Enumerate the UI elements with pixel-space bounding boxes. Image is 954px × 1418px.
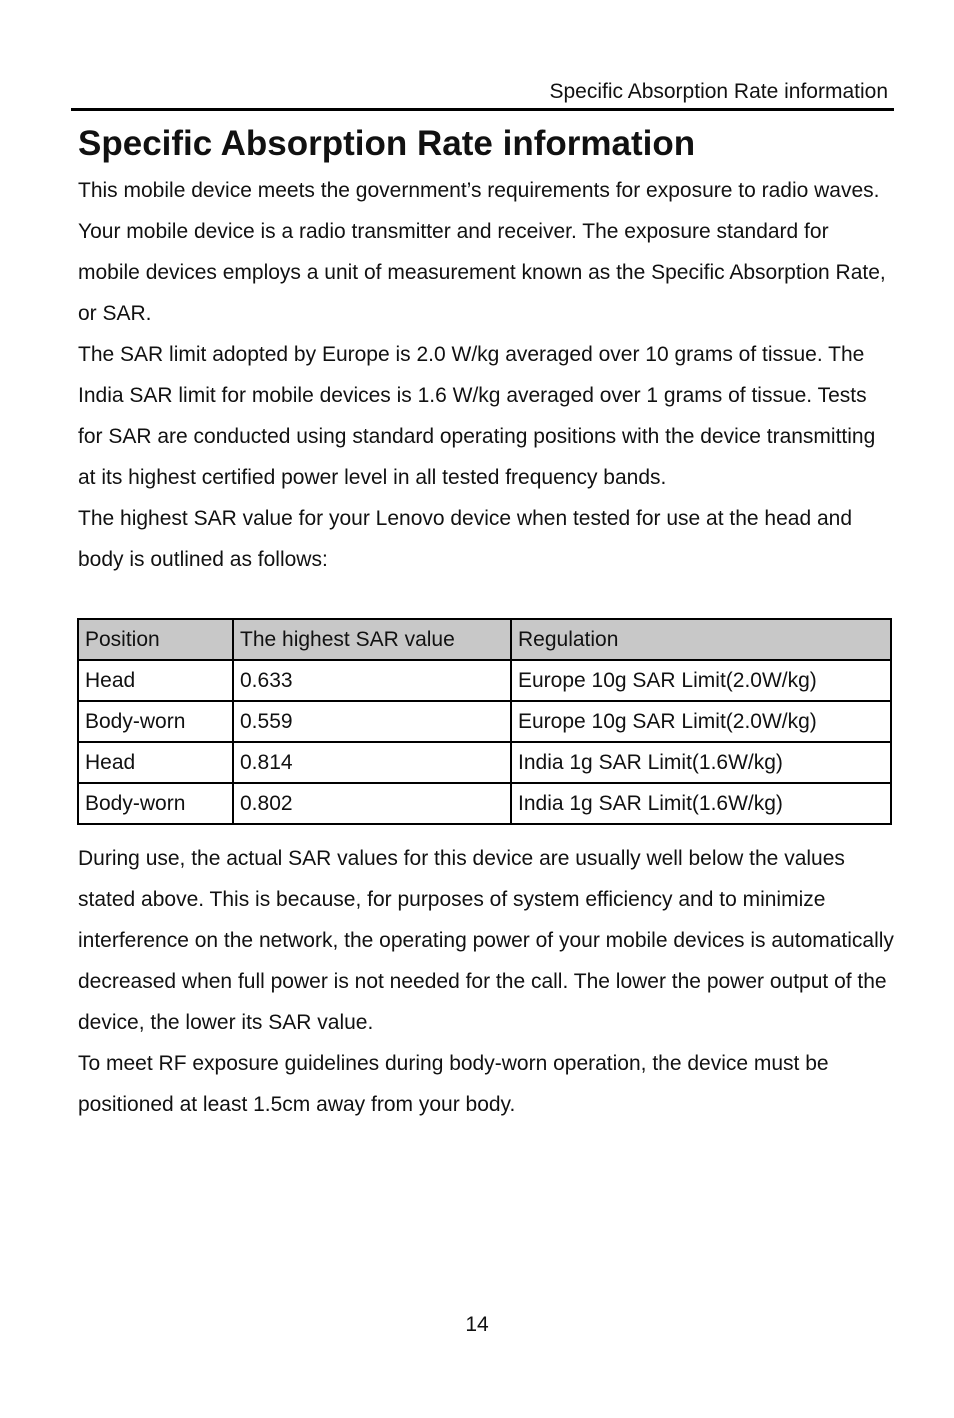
- cell-sar-value: 0.814: [233, 742, 511, 783]
- table-row: [78, 660, 891, 701]
- sar-table: [77, 618, 892, 825]
- cell-regulation: Europe 10g SAR Limit(2.0W/kg): [511, 660, 891, 701]
- page-title: Specific Absorption Rate information: [78, 124, 696, 163]
- header-rule: [71, 108, 894, 111]
- intro-paragraph: The SAR limit adopted by Europe is 2.0 W/kg averaged over 10 grams of tissue. The India SAR limit for mobile devices is 1.6 W/kg averaged over 1 grams of tissue. Tests for SAR are conducted using standard operating positions with the device transmitting at its highest certified power level in all tested frequency bands.: [78, 343, 876, 489]
- outro-paragraph: During use, the actual SAR values for this device are usually well below the values stated above. This is because, for purposes of system efficiency and to minimize interference on the network, the operating power of your mobile devices is automatically decreased when full power is not needed for the call. The lower the power output of the device, the lower its SAR value.: [78, 847, 894, 1034]
- cell-regulation: India 1g SAR Limit(1.6W/kg): [511, 742, 891, 783]
- cell-sar-value: 0.633: [233, 660, 511, 701]
- intro-paragraph: The highest SAR value for your Lenovo device when tested for use at the head and body is outlined as follows:: [78, 507, 852, 571]
- intro-paragraph: This mobile device meets the government’s requirements for exposure to radio waves. Your mobile device is a radio transmitter and receiver. The exposure standard for mobile devices employs a unit of measurement known as the Specific Absorption Rate, or SAR.: [78, 179, 886, 325]
- intro-text: [78, 170, 896, 580]
- outro-paragraph: To meet RF exposure guidelines during body-worn operation, the device must be positioned at least 1.5cm away from your body.: [78, 1052, 829, 1116]
- column-header-regulation: Regulation: [511, 619, 891, 660]
- cell-sar-value: 0.559: [233, 701, 511, 742]
- outro-text: [78, 838, 896, 1125]
- cell-position: Body-worn: [78, 701, 233, 742]
- cell-sar-value: 0.802: [233, 783, 511, 824]
- cell-regulation: India 1g SAR Limit(1.6W/kg): [511, 783, 891, 824]
- cell-regulation: Europe 10g SAR Limit(2.0W/kg): [511, 701, 891, 742]
- table-row: [78, 742, 891, 783]
- cell-position: Head: [78, 660, 233, 701]
- running-header: Specific Absorption Rate information: [549, 80, 888, 103]
- column-header-sar-value: The highest SAR value: [233, 619, 511, 660]
- cell-position: Head: [78, 742, 233, 783]
- page-number: 14: [465, 1313, 489, 1336]
- column-header-position: Position: [78, 619, 233, 660]
- table-row: [78, 783, 891, 824]
- cell-position: Body-worn: [78, 783, 233, 824]
- table-row: [78, 701, 891, 742]
- table-header-row: [78, 619, 891, 660]
